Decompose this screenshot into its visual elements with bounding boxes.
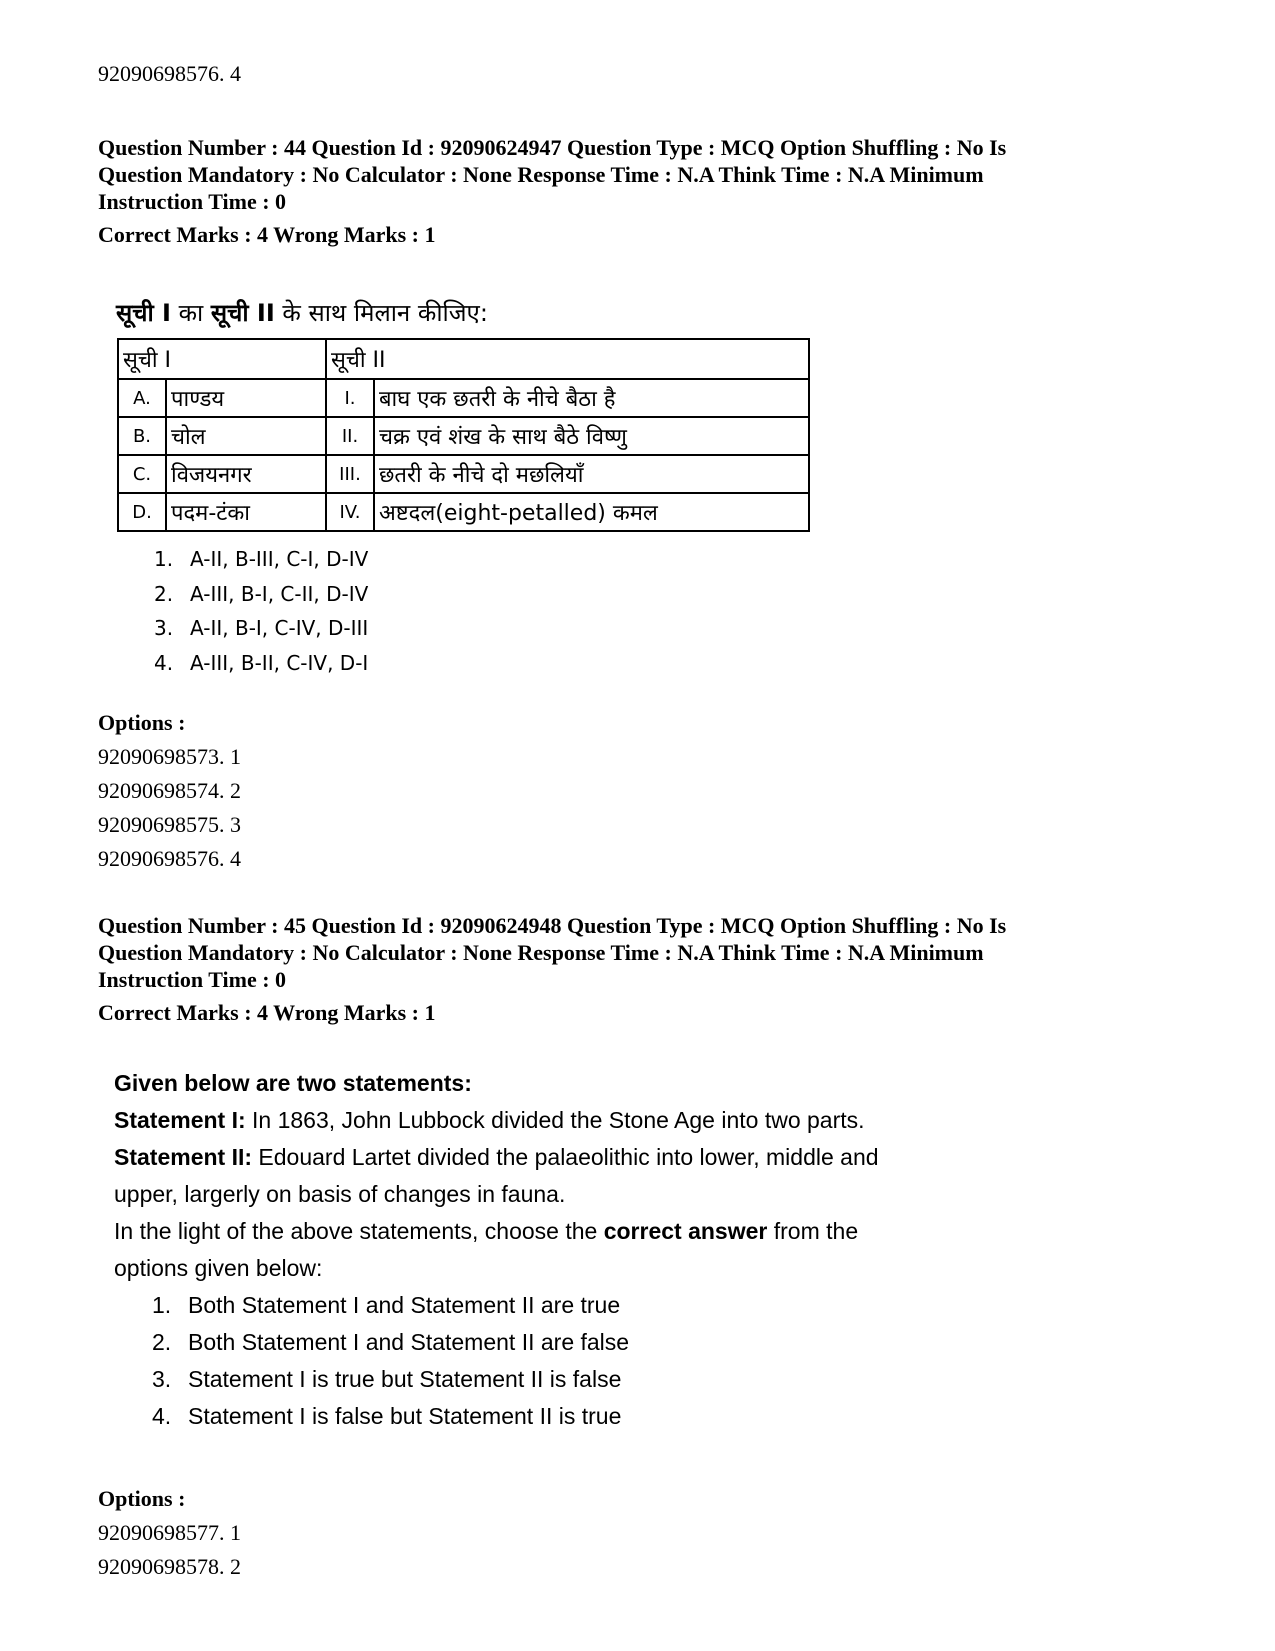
- q44-title-list2: सूची II: [210, 299, 275, 327]
- q44-choice-list: [154, 542, 368, 680]
- option-line: 92090698578. 2: [98, 1554, 241, 1579]
- choice-text: Both Statement I and Statement II are true: [188, 1292, 621, 1318]
- previous-option-line: 92090698576. 4: [98, 61, 241, 86]
- statement-2-text: Edouard Lartet divided the palaeolithic into lower, middle and: [252, 1144, 879, 1170]
- q44-marks: Correct Marks : 4 Wrong Marks : 1: [98, 222, 436, 247]
- list-item: [152, 1361, 1014, 1398]
- row-label-iii: III.: [326, 455, 374, 493]
- row-label-a: A.: [118, 379, 166, 417]
- q44-title: [116, 296, 488, 329]
- list-item: [152, 1287, 1014, 1324]
- q44-title-instruction: के साथ मिलान कीजिए:: [274, 299, 488, 327]
- list-item: [152, 1324, 1014, 1361]
- q45-marks: Correct Marks : 4 Wrong Marks : 1: [98, 1000, 436, 1025]
- q45-choice-list: [152, 1287, 1014, 1435]
- choice-number: 3.: [154, 616, 174, 640]
- match-table-header: [118, 339, 809, 379]
- options-label: Options :: [98, 1486, 186, 1511]
- choice-text: Statement I is true but Statement II is false: [188, 1366, 622, 1392]
- row-item-iv: अष्टदल(eight-petalled) कमल: [374, 493, 809, 531]
- option-line: 92090698574. 2: [98, 778, 241, 803]
- table-row: [118, 455, 809, 493]
- q44-header: [98, 134, 1178, 248]
- choice-number: 2.: [154, 581, 174, 606]
- col2-header: सूची II: [326, 339, 809, 379]
- choice-text: A-II, B-I, C-IV, D-III: [190, 616, 369, 640]
- table-row: [118, 379, 809, 417]
- choice-text: Both Statement I and Statement II are false: [188, 1329, 630, 1355]
- prompt-text-end: from the: [767, 1218, 859, 1244]
- prompt-emphasis: correct answer: [603, 1218, 768, 1244]
- row-label-i: I.: [326, 379, 374, 417]
- choice-number: 2.: [152, 1329, 172, 1355]
- table-row: [118, 493, 809, 531]
- q45-header-line3: Instruction Time : 0: [98, 967, 287, 992]
- q45-header-line2: Question Mandatory : No Calculator : None Response Time : N.A Think Time : N.A Minimum: [98, 940, 984, 965]
- q45-body: [114, 1065, 1014, 1435]
- list-item: [154, 611, 368, 646]
- col1-header: सूची I: [118, 339, 326, 379]
- match-table: [117, 338, 810, 532]
- row-label-ii: II.: [326, 417, 374, 455]
- q45-prompt: [114, 1213, 1014, 1250]
- q44-header-line3: Instruction Time : 0: [98, 189, 287, 214]
- choice-number: 1.: [154, 547, 174, 571]
- row-label-d: D.: [118, 493, 166, 531]
- choice-number: 4.: [152, 1403, 172, 1429]
- q44-title-connector: का: [170, 299, 211, 327]
- choice-text: A-II, B-III, C-I, D-IV: [190, 547, 369, 571]
- q44-options: [98, 706, 1178, 876]
- row-item-c: विजयनगर: [166, 455, 326, 493]
- row-label-c: C.: [118, 455, 166, 493]
- row-item-i: बाघ एक छतरी के नीचे बैठा है: [374, 379, 809, 417]
- list-item: [154, 542, 368, 577]
- row-item-d: पदम-टंका: [166, 493, 326, 531]
- statement-2-label: Statement II:: [114, 1144, 253, 1170]
- q44-title-list1: सूची I: [116, 299, 171, 327]
- prompt-text: In the light of the above statements, choose the: [114, 1218, 604, 1244]
- q45-options: [98, 1482, 1178, 1584]
- statement-1-text: In 1863, John Lubbock divided the Stone Age into two parts.: [245, 1107, 865, 1133]
- choice-number: 1.: [152, 1292, 172, 1318]
- options-label: Options :: [98, 710, 186, 735]
- row-item-ii: चक्र एवं शंख के साथ बैठे विष्णु: [374, 417, 809, 455]
- q45-header-line1: Question Number : 45 Question Id : 92090624948 Question Type : MCQ Option Shuffling : No Is: [98, 913, 1007, 938]
- option-line: 92090698575. 3: [98, 812, 241, 837]
- row-label-iv: IV.: [326, 493, 374, 531]
- statement-1-label: Statement I:: [114, 1107, 246, 1133]
- row-label-b: B.: [118, 417, 166, 455]
- option-line: 92090698576. 4: [98, 846, 241, 871]
- choice-number: 4.: [154, 650, 174, 675]
- q44-header-line1: Question Number : 44 Question Id : 92090624947 Question Type : MCQ Option Shuffling : No Is: [98, 135, 1007, 160]
- option-line: 92090698577. 1: [98, 1520, 241, 1545]
- list-item: [154, 577, 368, 612]
- table-row: [118, 417, 809, 455]
- list-item: [152, 1398, 1014, 1435]
- choice-text: A-III, B-I, C-II, D-IV: [190, 581, 369, 606]
- choice-text: A-III, B-II, C-IV, D-I: [190, 650, 369, 675]
- row-item-iii: छतरी के नीचे दो मछलियाँ: [374, 455, 809, 493]
- statement-1: [114, 1102, 1014, 1139]
- choice-number: 3.: [152, 1366, 172, 1392]
- statement-2: [114, 1139, 1014, 1176]
- q45-header: [98, 912, 1178, 1026]
- q44-header-line2: Question Mandatory : No Calculator : None Response Time : N.A Think Time : N.A Minimum: [98, 162, 984, 187]
- list-item: [154, 646, 368, 681]
- row-item-b: चोल: [166, 417, 326, 455]
- q45-intro: Given below are two statements:: [114, 1070, 472, 1096]
- option-line: 92090698573. 1: [98, 744, 241, 769]
- q45-prompt-continued: options given below:: [114, 1255, 323, 1281]
- statement-2-continued: upper, largerly on basis of changes in fauna.: [114, 1181, 566, 1207]
- row-item-a: पाण्डय: [166, 379, 326, 417]
- choice-text: Statement I is false but Statement II is true: [188, 1403, 622, 1429]
